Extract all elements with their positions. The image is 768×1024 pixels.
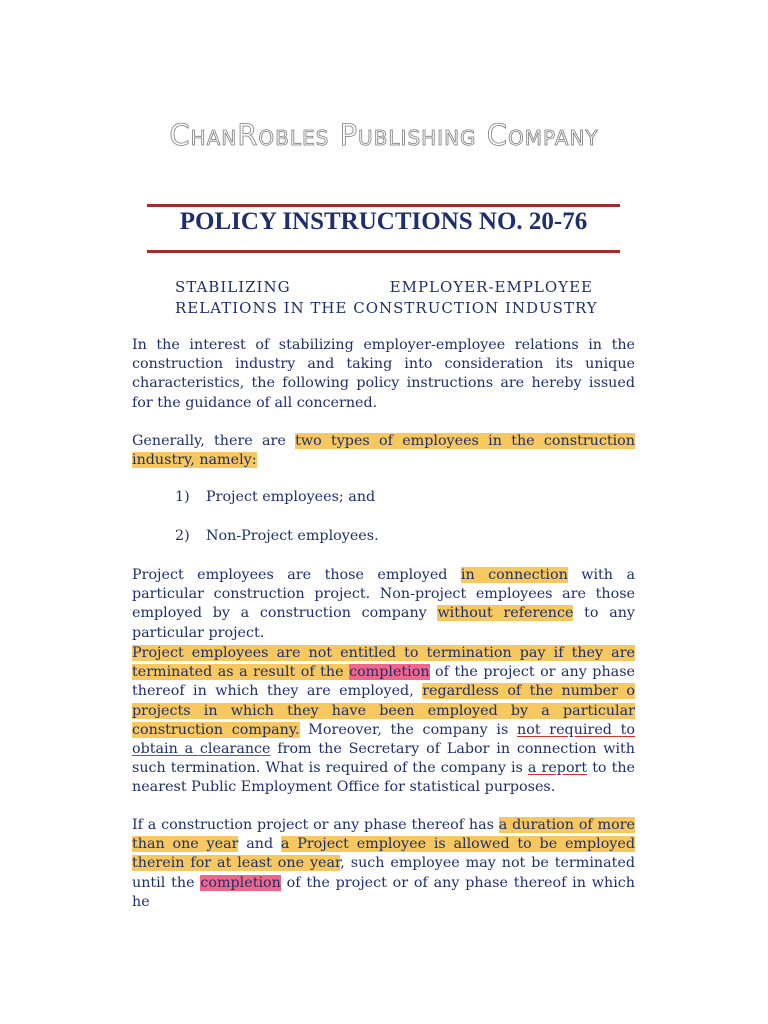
list-item-number: 2) bbox=[175, 528, 190, 544]
paragraph-types-text: Generally, there are bbox=[132, 433, 296, 449]
publisher-name: ChanRobles Publishing Company bbox=[169, 118, 599, 152]
document-title: POLICY INSTRUCTIONS NO. 20-76 bbox=[179, 208, 588, 235]
highlight-pink: completion bbox=[200, 874, 281, 891]
paragraph-text: of the project or of any phase thereof in which he bbox=[132, 874, 636, 910]
title-top-rule bbox=[147, 204, 620, 207]
paragraph-text: of the project or any phase thereof in which they are employed, bbox=[132, 664, 635, 700]
paragraph-intro bbox=[132, 336, 635, 413]
subtitle-line-2: RELATIONS IN THE CONSTRUCTION INDUSTRY bbox=[175, 299, 598, 317]
list-item bbox=[175, 489, 375, 505]
list-item-text: Non-Project employees. bbox=[206, 528, 379, 544]
highlight-yellow: Project employees are not entitled to termination pay if they are terminated as a result of the bbox=[132, 645, 635, 681]
paragraph-text: If a construction project or any phase thereof has bbox=[132, 817, 499, 833]
paragraph-text: to the nearest Public Employment Office for statistical purposes. bbox=[132, 760, 636, 796]
highlight-pink: completion bbox=[349, 664, 430, 681]
document-subtitle bbox=[175, 277, 598, 319]
paragraph-intro-text: In the interest of stabilizing employer-employee relations in the construction industry and taking into consideration its unique characteristics, the following policy instructions are hereby issued for the guidance of all concerned. bbox=[132, 337, 635, 411]
paragraph-text: Project employees are those employed bbox=[132, 567, 461, 583]
paragraph-text: from the Secretary of Labor in connection with such termination. What is required of the company is bbox=[132, 741, 636, 777]
paragraph-text: Moreover, the company is bbox=[299, 721, 517, 738]
paragraph-definitions bbox=[132, 566, 635, 643]
list-item-text: Project employees; and bbox=[206, 489, 376, 505]
highlight-yellow: without reference bbox=[437, 605, 574, 622]
paragraph-types bbox=[132, 432, 635, 470]
underline-red: a report bbox=[527, 760, 588, 777]
highlight-yellow: a Project employee is allowed to be employed therein for at least one year bbox=[132, 836, 635, 872]
paragraph-duration bbox=[132, 816, 635, 912]
highlight-yellow: a duration of more than one year bbox=[132, 817, 635, 853]
highlight-yellow: in connection bbox=[460, 567, 568, 583]
paragraph-text: with a particular construction project. Non-project employees are those employed by a construction company bbox=[132, 567, 635, 622]
highlight-yellow: two types of employees in the construction industry, namely: bbox=[132, 433, 635, 469]
subtitle-word-2: EMPLOYER-EMPLOYEE bbox=[389, 278, 593, 296]
highlight-yellow: regardless of the number o projects in which they have been employed by a particular construction company. bbox=[132, 683, 635, 738]
list-item-number: 1) bbox=[175, 489, 190, 505]
paragraph-text: to any particular project. bbox=[132, 605, 635, 641]
underline-red: not required to obtain a clearance bbox=[132, 721, 635, 758]
title-bottom-rule bbox=[147, 250, 620, 253]
paragraph-text: and bbox=[238, 836, 281, 853]
subtitle-word-1: STABILIZING bbox=[175, 278, 291, 296]
paragraph-text: , such employee may not be terminated until the bbox=[132, 855, 635, 891]
list-item bbox=[175, 528, 379, 544]
paragraph-termination-pay bbox=[132, 644, 635, 798]
